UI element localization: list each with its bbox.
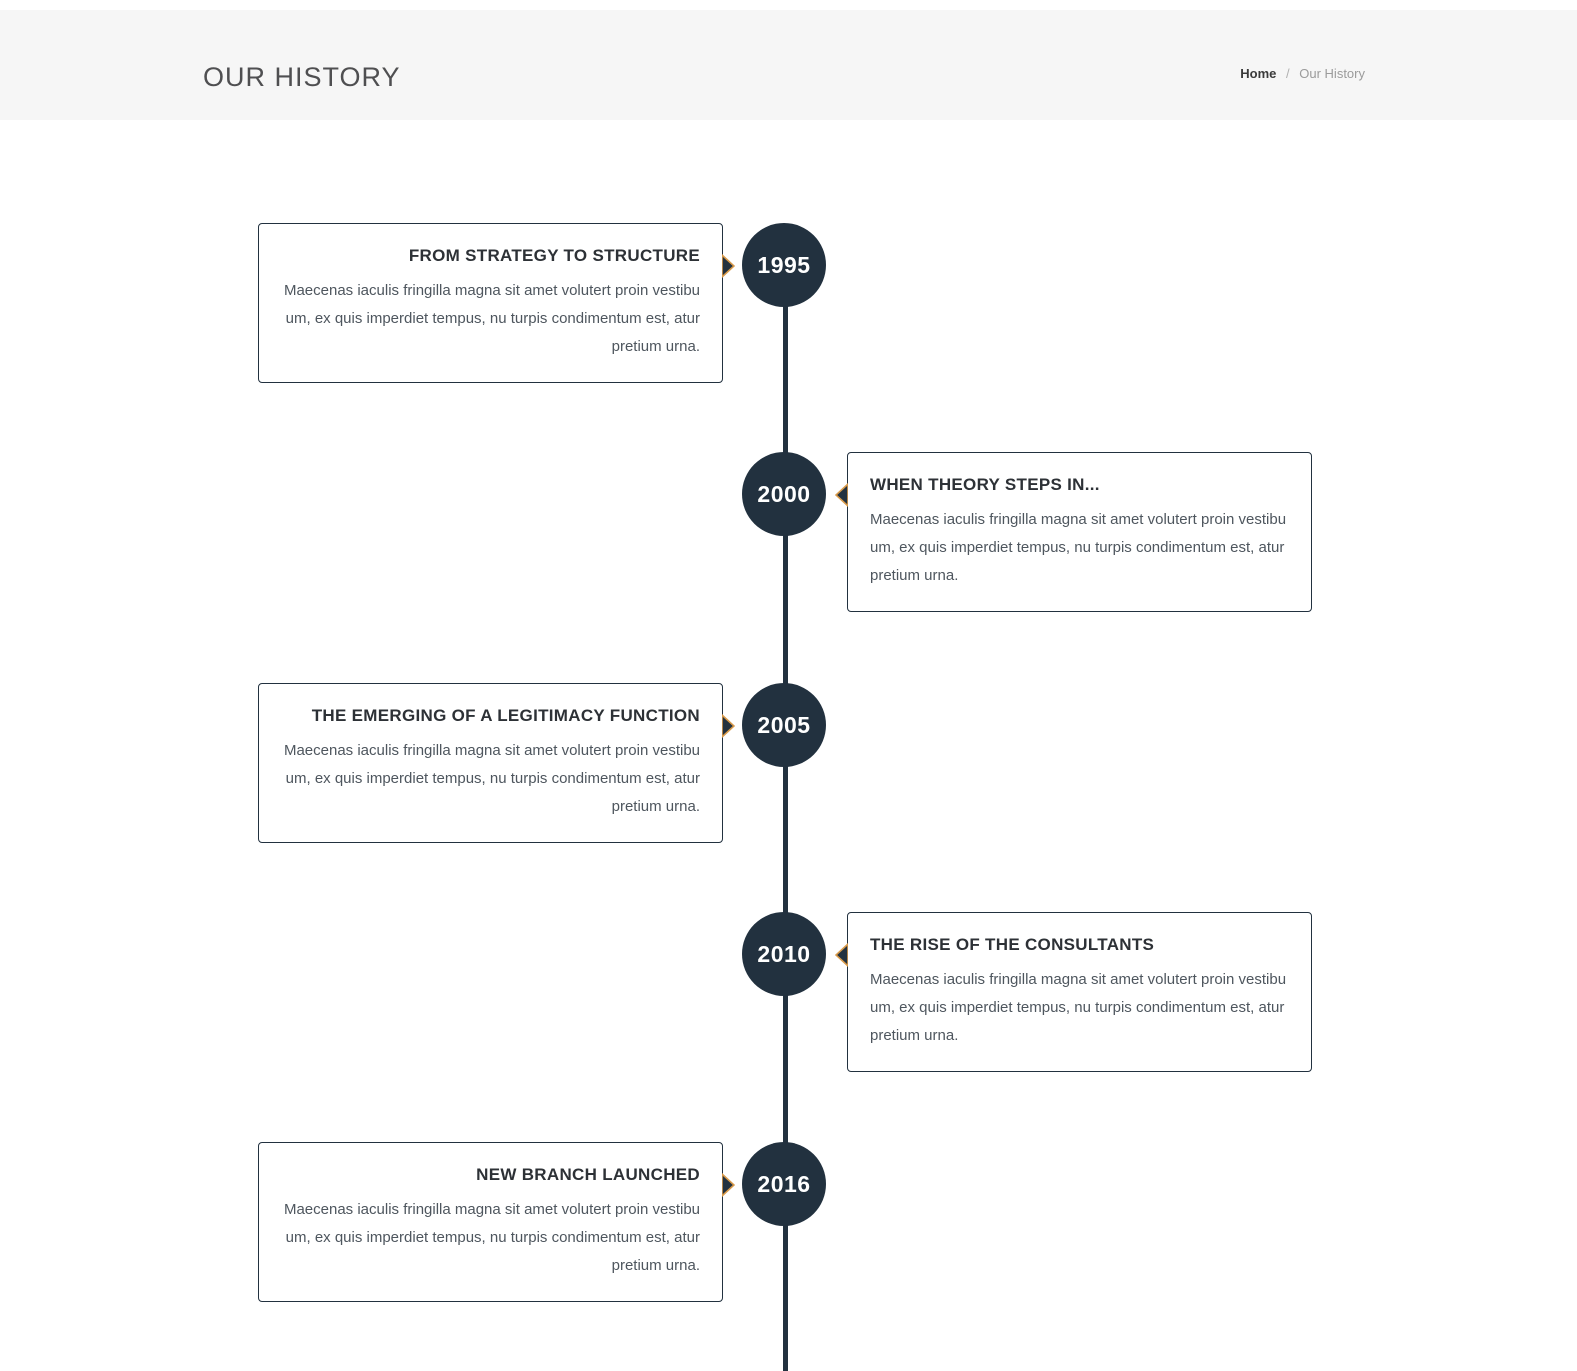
- timeline-item-title: THE EMERGING OF A LEGITIMACY FUNCTION: [311, 706, 700, 725]
- arrow-right-icon: [722, 714, 735, 738]
- timeline-item-title: WHEN THEORY STEPS IN...: [870, 475, 1100, 494]
- timeline-year-badge: 2016: [742, 1142, 826, 1226]
- timeline-item-body: Maecenas iaculis fringilla magna sit amet volutert proin vestibu um, ex quis imperdiet tempus, nu turpis condimentum est, atur pretium urna.: [283, 742, 700, 815]
- timeline-card: [258, 223, 723, 383]
- timeline-item: [0, 912, 1577, 1072]
- arrow-left-icon: [835, 483, 848, 507]
- page-header: [0, 10, 1577, 120]
- timeline-card: [847, 912, 1312, 1072]
- timeline-item: [0, 1142, 1577, 1302]
- timeline-year-badge: 2010: [742, 912, 826, 996]
- arrow-right-icon: [722, 254, 735, 278]
- breadcrumb-separator: /: [1286, 66, 1290, 81]
- timeline-item-title: FROM STRATEGY TO STRUCTURE: [408, 246, 700, 265]
- timeline-item: [0, 223, 1577, 383]
- arrow-right-icon: [722, 1173, 735, 1197]
- timeline-item: [0, 452, 1577, 612]
- timeline-item-title: THE RISE OF THE CONSULTANTS: [870, 935, 1155, 954]
- timeline-card: [847, 452, 1312, 612]
- timeline-item-body: Maecenas iaculis fringilla magna sit amet volutert proin vestibu um, ex quis imperdiet tempus, nu turpis condimentum est, atur pretium urna.: [283, 282, 700, 355]
- page-title: OUR HISTORY: [203, 62, 401, 92]
- breadcrumb-home-link[interactable]: Home: [1240, 66, 1277, 81]
- timeline-item-body: Maecenas iaculis fringilla magna sit amet volutert proin vestibu um, ex quis imperdiet tempus, nu turpis condimentum est, atur pretium urna.: [870, 511, 1287, 584]
- timeline-item: [0, 683, 1577, 843]
- timeline-item-title: NEW BRANCH LAUNCHED: [476, 1165, 700, 1184]
- breadcrumb: [1240, 66, 1365, 81]
- arrow-left-icon: [835, 943, 848, 967]
- timeline-item-body: Maecenas iaculis fringilla magna sit amet volutert proin vestibu um, ex quis imperdiet tempus, nu turpis condimentum est, atur pretium urna.: [870, 971, 1287, 1044]
- timeline-year-badge: 1995: [742, 223, 826, 307]
- timeline-year-badge: 2005: [742, 683, 826, 767]
- timeline-year-badge: 2000: [742, 452, 826, 536]
- timeline-item-body: Maecenas iaculis fringilla magna sit amet volutert proin vestibu um, ex quis imperdiet tempus, nu turpis condimentum est, atur pretium urna.: [283, 1201, 700, 1274]
- breadcrumb-current: Our History: [1299, 66, 1365, 81]
- timeline-card: [258, 1142, 723, 1302]
- timeline-card: [258, 683, 723, 843]
